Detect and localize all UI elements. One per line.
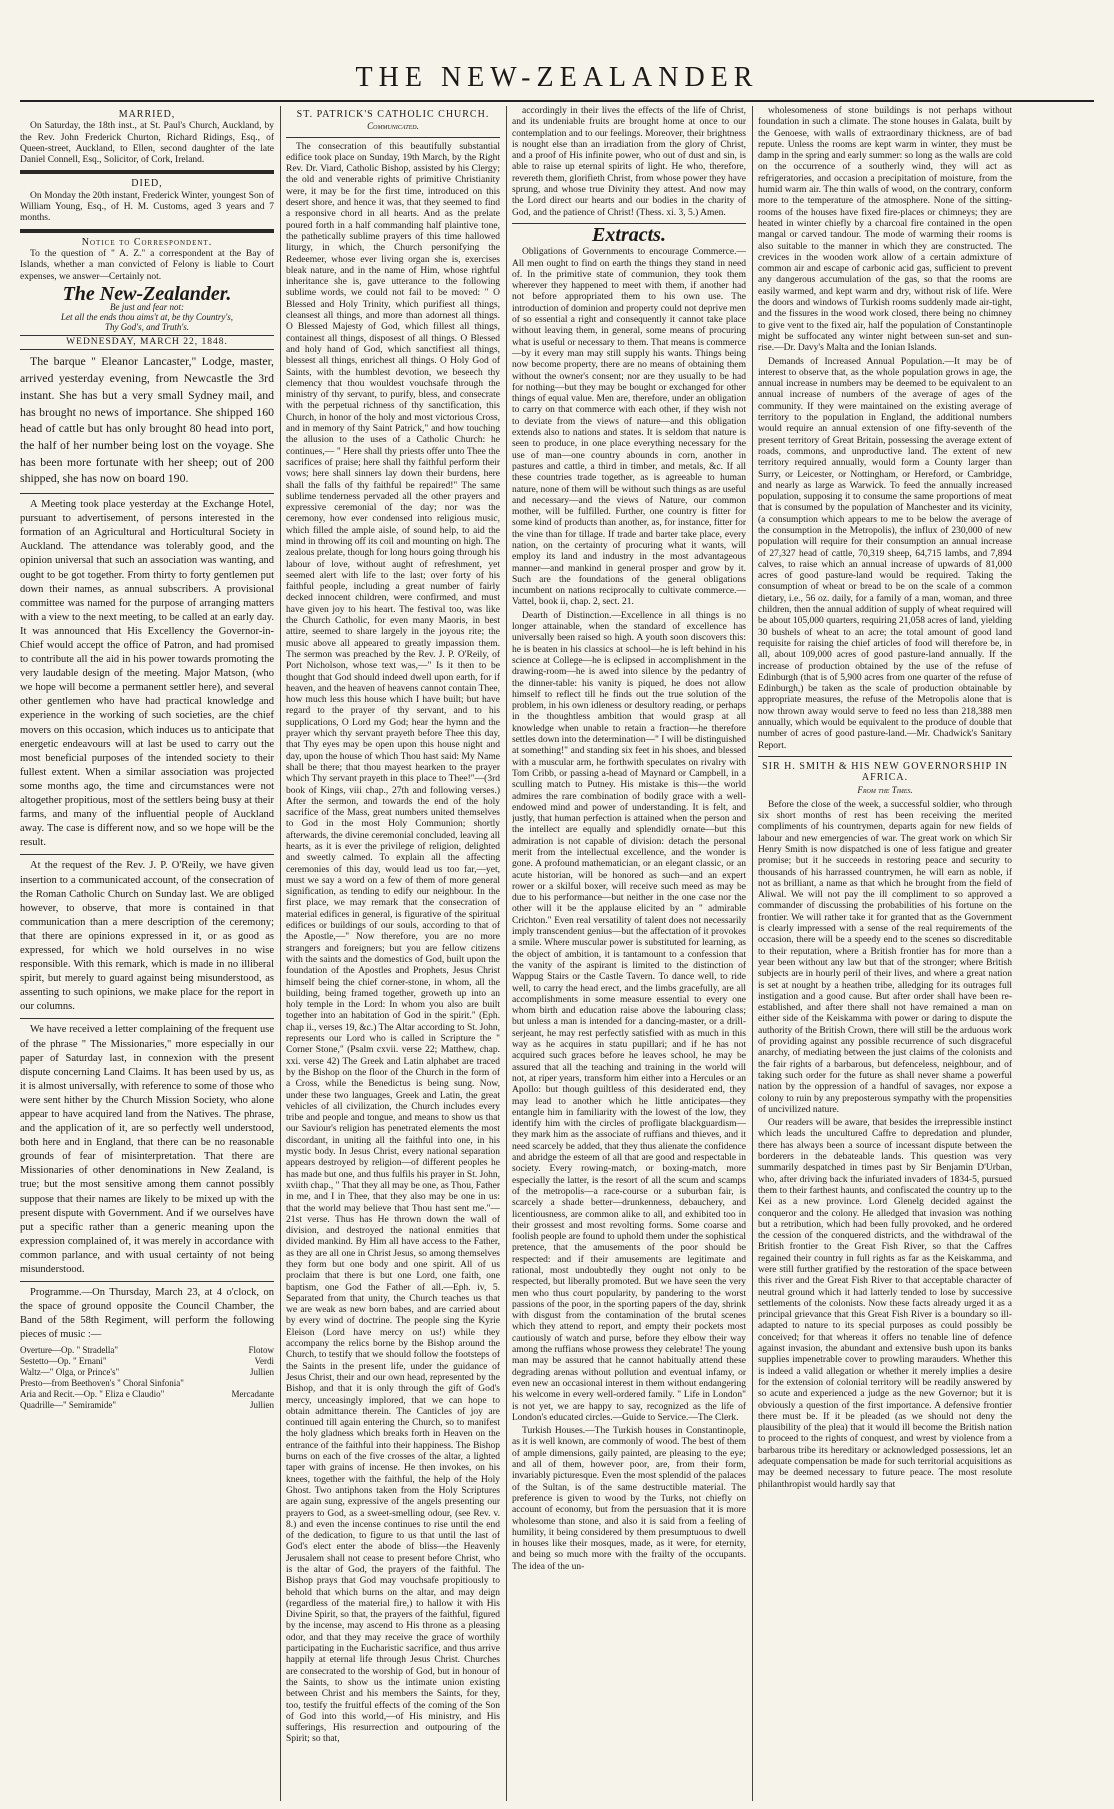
column-1 xyxy=(20,106,274,1801)
divider-rule xyxy=(20,854,274,855)
smith-heading: SIR H. SMITH & HIS NEW GOVERNORSHIP IN AFRICA. xyxy=(762,760,1008,784)
article-missionaries: We have received a letter complaining of the frequent use of the phrase " The Missionaries," more especially in our paper of Saturday last, in connexion with the present dispute concerning Land Claims. It has been used by us, as it is almost universally, with reference to some of those who were sent hither by the Church Mission Society, who alone appear to have acquired land from the Natives. The phrase, and the application of it, are so perfectly well understood, both here and in England, that there can be no reasonable grounds of fear of misinterpretation. That there are Missionaries of other denominations in New Zealand, is true; but the most sensitive among them cannot possibly suppose that their names are likely to be mixed up with the present dispute with Government. And if we ourselves have put a specific rather than a generic meaning upon the expression complained of, it was merely in accordance with common parlance, and with usual certainty of not being misunderstood. xyxy=(20,1024,274,1276)
programme-list xyxy=(20,1345,274,1411)
article-oreily: At the request of the Rev. J. P. O'Reily, we have given insertion to a communicated account, of the consecration of the Roman Catholic Church on Sunday last. We are obliged however, to observe, that more is contained in that communication than a mere description of the ceremony; that there are opinions expressed in it, or as good as expressed, for which we hold ourselves in no wise responsible. With this remark, which is made in no illiberal spirit, but merely to guard against being misunderstood, as assenting to such opinions, we make place for the report in our columns. xyxy=(20,860,274,1013)
divider-bar xyxy=(20,229,274,233)
article-programme: Programme.—On Thursday, March 23, at 4 o'clock, on the space of ground opposite the Council Chamber, the Band of the 58th Regiment, will perform the following pieces of music :— xyxy=(20,1287,274,1341)
church-subheading: Communicated. xyxy=(367,121,419,132)
divider-rule xyxy=(20,1018,274,1019)
masthead: THE NEW-ZEALANDER xyxy=(355,62,759,93)
divider-rule xyxy=(20,1281,274,1282)
married-notice: On Saturday, the 18th inst., at St. Paul's Church, Auckland, by the Rev. John Frederick Churton, Richard Ridings, Esq., of Queen-street, Auckland, to Ellen, second daughter of the late Daniel Connell, Esq., Solicitor, of Cork, Ireland. xyxy=(20,121,274,166)
article-smith-2: Our readers will be aware, that besides the irrepressible instinct which leads the uncultured Caffre to depredation and plunder, there has always been a source of incessant dispute between the borderers in the debateable lands. This question was very summarily despatched in times past by Sir Benjamin D'Urban, who, after driving back the infuriated invaders of 1834-5, pursued them to their farthest haunts, and confiscated the country up to the Kei as a new province. Lord Glenelg decided against the conqueror and the colony. He alledged that invasion was nothing but a retribution, which had been fully provoked, and he ordered the cession of the conquered districts, and the withdrawal of the British frontier to the Great Fish River, so that the Caffres regained their country in full rights as far as the Keiskamma, and were still further gratified by the restoration of the space between this river and the Great Fish River to that acceptable character of neutral ground which it had latterly tended to lose by successive settlements of the colonists. Now these facts already urged it as a principal grievance that this Great Fish River is a boundary so ill-adapted to nature to its special purposes as could possibly be conceived; for that whereas it offers no tenable line of defence against invasion, the abundant and extensive bush upon its banks supplies impenetrable cover to prowling marauders. Whether this is indeed a valid allegation or whether it merely implies a desire for the extension of colonial territory will be readily answered by so acute and experienced a judge as the new Governor; but it is obviously a question of the first importance. A defensive frontier there must be. If it be pleaded (as we should not deny the plausibility of the plea) that it would ill become the British nation to proceed to the rights of conquest, and wrest by violence from a barbarous tribe its hereditary or acknowledged possessions, let an adequate compensation be made for such territorial acquisitions as may be deemed necessary to future peace. The most resolute philanthropist would hardly say that xyxy=(758,1118,1012,1490)
notice-text: To the question of " A. Z." a correspondent at the Bay of Islands, whether a man convicted of Felony is liable to Court expenses, we answer—Certainly not. xyxy=(20,248,274,282)
married-heading: MARRIED, xyxy=(118,109,176,120)
divider-rule xyxy=(758,756,1012,757)
died-notice: On Monday the 20th instant, Frederick Winter, youngest Son of William Young, Esq., of H. M. Customs, aged 3 years and 7 months. xyxy=(20,190,274,224)
column-divider xyxy=(280,106,281,1801)
programme-item: Presto—from Beethoven's " Choral Sinfonia" xyxy=(20,1377,184,1388)
church-heading: ST. PATRICK'S CATHOLIC CHURCH. xyxy=(296,109,490,120)
column-4 xyxy=(758,106,1012,1801)
notice-heading: Notice to Correspondent. xyxy=(81,236,213,248)
paper-title: The New-Zealander. xyxy=(62,282,232,305)
column-2 xyxy=(286,106,500,1801)
programme-item: Waltz—" Olga, or Prince's" Jullien xyxy=(20,1366,274,1377)
article-population: Demands of Increased Annual Population.—It may be of interest to observe that, as the whole population grows in age, the annual increase in numbers may be deemed to be equivalent to an annual increase of numbers of the average of ages of the community. If they were maintained on the existing average of territory to the population in England, the additional numbers would require an annual extension of one fifty-seventh of the present territory of Great Britain, possessing the average extent of roads, commons, and unproductive land. The extent of new territory required annually, would form a County larger than Surry, or Leicester, or Nottingham, or Hereford, or Cambridge, and nearly as large as Warwick. To feed the annually increased population, supposing it to consume the same proportions of meat that is consumed by the population of Manchester and its vicinity, (a consumption which appears to me to be below the average of the consumption in the Metropolis), the influx of 230,000 of new population will require for their consumption an annual increase of 27,327 head of cattle, 70,319 sheep, 64,715 lambs, and 7,894 calves, to raise which an annual increase of upwards of 81,000 acres of good pasture-land would be required. Taking the consumption of wheat or bread to be on the scale of a common dietary, i.e., 56 oz. daily, for a family of a man, woman, and three children, then the annual addition of supply of wheat required will be about 105,000 quarters, requiring 21,058 acres of land, yielding 30 bushels of wheat to an acre; the total amount of good land requisite for raising the chief articles of food will therefore be, in all, about 109,000 acres of good pasture-land annually. If the increase of production obtained by the use of the refuse of Edinburgh (that is of 5,900 acres from one quarter of the refuse of Edinburgh,) be taken as the scale of production obtainable by appropriate measures, the refuse of the Metropolis alone that is now thrown away would serve to feed no less than 218,388 men annually, which would be equivalent to the produce of double that number of acres of good pasture-land.—Mr. Chadwick's Sanitary Report. xyxy=(758,356,1012,751)
divider-bar xyxy=(20,170,274,174)
died-heading: DIED, xyxy=(131,178,163,190)
motto-line: Let all the ends thou aims't at, be thy Country's, xyxy=(60,312,234,323)
article-barque: The barque " Eleanor Lancaster," Lodge, master, arrived yesterday evening, from Newcastle the 3rd instant. She has but a very small Sydney mail, and has brought no news of importance. She shipped 160 head of cattle but has only brought 80 head into port, the half of her number being lost on the voyage. She has been more fortunate with her sheep; out of 200 shipped, she has now on board 190. xyxy=(20,354,274,486)
programme-item: Overture—Op. " Stradella" Flotow xyxy=(20,1344,274,1355)
dateline: WEDNESDAY, MARCH 22, 1848. xyxy=(20,335,274,350)
motto-line: Be just and fear not: xyxy=(110,302,184,313)
programme-item: Sestetto—Op. " Ernani" Verdi xyxy=(20,1355,274,1366)
column-divider xyxy=(506,106,507,1801)
article-church-continued: accordingly in their lives the effects of the life of Christ, and its undeniable fruits are brought home at once to our contemplation and to our feelings. Moreover, their brightness is nought else than an irradiation from the glory of Christ, and a proof of His infinite power, who out of dust and sin, is able to raise up eternal spirits of light. He who, therefore, revereth them, glorifieth Christ, from whose power they have sprung, and whose true Divinity they attest. And now may the Lord direct our hearts and our bodies in the charity of God, and the patience of Christ! (Thess. xi. 3, 5.) Amen. xyxy=(512,106,746,218)
masthead-rule xyxy=(20,100,1094,102)
smith-source: From the Times. xyxy=(857,784,913,795)
column-3 xyxy=(512,106,746,1801)
column-divider xyxy=(752,106,753,1801)
divider-rule xyxy=(20,493,274,494)
motto-line: Thy God's, and Truth's. xyxy=(104,322,190,333)
article-church: The consecration of this beautifully substantial edifice took place on Sunday, 19th March, by the Right Rev. Dr. Viard, Catholic Bishop, assisted by his Clergy; the old and venerable rights of primitive Christianity were, it may be for the first time, introduced on this desert shore, and hence it was, that they seemed to find a responsive chord in all hearts. And as the prelate poured forth in a half commanding half plaintive tone, the pathetically sublime prayers of this time hallowed liturgy, in which, the Church personifying the Redeemer, whose ever living organ she is, exercises bleak nature, and in the name of Him, whose rightful inheritance she is, gave utterance to the following sublime words, we could not fail to be moved: " O Blessed and Holy Trinity, which purifiest all things, cleansest all things, and more than adornest all things. O Blessed Majesty of God, which fillest all things, containest all things, disposest of all things. O Blessed and holy hand of God, which sanctifiest all things, blessest all things, enrichest all things. O Holy God of Saints, with the humblest devotion, we beseech thy clemency that thou wouldest vouchsafe through the ministry of thy servant, to purify, bless, and consecrate with the perpetual richness of thy sanctification, this Church, in honor of the holy and most victorious Cross, and in memory of thy Saint Patrick," and how touching the allusion to the uses of a Catholic Church: he continues,— " Here shall thy priests offer unto Thee the sacrifices of praise; here shall thy faithful perform their vows; here shall sinners lay down their burdens, here shall the falls of thy faithful be repaired!" The same sublime tenderness pervaded all the other prayers and expressive ceremonial of the day; nor was the ceremony, how ever condensed into religious music, which filled the ample aisle, of sound help, to aid the mind in throwing off its coil and mounting on high. The zealous prelate, though for long hours going through his labour of love, without aught of refreshment, yet seemed alert with life to the last; over forty of his faithful people, including a great number of fairly decked innocent children, were confirmed, and must have given joy to his heart. The festival too, was like the Church Catholic, for even many Maoris, in best attire, seemed to share largely in the joyous rite; the music above all appeared to greatly impassion them. The sermon was preached by the Rev. J. P. O'Reily, of Port Nicholson, whose text was,—" Is it then to be thought that God should indeed dwell upon earth, for if heaven, and the heaven of heavens cannot contain Thee, how much less this house which I have built; but have regard to the prayer of thy servant, and to his supplications, O Lord my God; hear the hymn and the prayer which thy servant prayeth before Thee this day, that Thy eyes may be open upon this house night and day, upon the house of which Thou hast said: My Name shall be there; that thou mayest hearken to the prayer which Thy servant prayeth in this place to Thee!"—(3rd book of Kings, viii chap., 27th and following verses.) After the sermon, and towards the end of the holy sacrifice of the Mass, great numbers united themselves to God in the most Holy Communion; shortly afterwards, the divine ceremonial concluded, leaving all hearts, as it is ever the privilege of religion, delighted and sweetly calmed. To explain all the affecting ceremonies of this day, would lead us too far,—yet, must we say a word on a few of them of more general signification, as tending to edify our neighbour. In the first place, we may remark that the consecration of material edifices in general, is figurative of the spiritual edifices or buildings of our souls, according to that of the Apostle,—" Now therefore, you are no more strangers and foreigners; but you are fellow citizens with the saints and the domestics of God, built upon the foundation of the Apostles and Prophets, Jesus Christ himself being the chief corner-stone, in whom, all the building, being framed together, groweth up into an holy temple in the Lord: In whom you also are built together into an habitation of God in the spirit." (Eph. chap ii., verses 19, &c.) The Altar according to St. John, represents our Lord who is called in Scripture the " Corner Stone," (Psalm cxvii. verse 22; Matthew, chap. xxi. verse 42) The Greek and Latin alphabet are traced by the Bishop on the floor of the Church in the form of a Cross, while the Benedictus is being sung. Now, under these two languages, Greek and Latin, the great vehicles of all civilization, the Church includes every tribe and people and tongue, and means to show us that our Saviour's religion has penetrated elements the most discordant, in uniting all the faithful into one, in his mystic body. In Jesus Christ, every national separation appears destroyed by religion—of different peoples he has made but one, and thus fulfils his prayer in St. John, xviith chap., " That they all may be one, as Thou, Father in me, and I in Thee, that they also may be one in us: that the world may believe that Thou hast sent me."—21st verse. Thus has He thrown down the wall of division, and destroyed the national enmities that divided mankind. By Him all have access to the Father, as they are all one in Christ Jesus, so among themselves they form but one body and one spirit. All of us proclaim that there is but one Lord, one faith, one baptism, one God the Father of all.—Eph. iv, 5. Separated from that unity, the Church teaches us that we are weak as new born babes, and are carried about by every wind of doctrine. The people sing the Kyrie Eleison (Lord have mercy on us!) while they accompany the relics borne by the Bishop around the Church, to testify that we should follow the footsteps of the Saints in the present life, under the guidance of Jesus Christ, their and our own head, represented by the Bishop, and that it is only through the gift of God's mercy, unceasingly implored, that we can hope to obtain admittance therein. The Canticles of joy are continued till again entering the Church, so to manifest the holy gladness which breaks forth in Heaven on the entrance of the faithful into their happiness. The Bishop burns on each of the five crosses of the altar, a lighted taper with grains of incense. He then invokes, on his knees, together with the faithful, the help of the Holy Ghost. Two antiphons taken from the Holy Scriptures are again sung, expressive of the angels presenting our prayers to God, as a sweet-smelling odour, (see Rev. v. 8.) and even the incense continues to rise until the end of the dedication, to figure to us that until the last of God's elect enter the abode of bliss—the Heavenly Jerusalem shall not cease to present before Christ, who is the altar of God, the prayers of the faithful. The Bishop prays that God may vouchsafe propitiously to behold that which burns on the altar, and may deign (regardless of the material fire,) to hallow it with His Divine Spirit, so that, the prayers of the faithful, figured by the incense, may ascend to His throne as a pleasing odor, and that they may receive the grace of worthily participating in the Eucharistic sacrifice, and thus arrive happily at eternal life through Jesus Christ. Churches are consecrated to the worship of God, but in honour of the Saints, to show us the intimate union existing between Christ and his members the Saints, for they, too, testify the fruitful effects of the coming of the Son of God into this world,—of His ministry, and His sufferings, His resurrection and outpouring of the Spirit; so that, xyxy=(286,141,500,1745)
article-turkish-houses: Turkish Houses.—The Turkish houses in Constantinople, as it is well known, are commonly of wood. The best of them of ample dimensions, gaily painted, are pleasing to the eye; and all of them, however poor, are, from their form, invariably picturesque. Even the most splendid of the palaces of the Sultan, is of the same destructible material. The preference is given to wood by the Turks, not chiefly on account of economy, but from the persuasion that it is more wholesome than stone, and also it is said from a feeling of humility, it being considered by them presumptuous to dwell in houses like their mosques, made, as it were, for eternity, and being so much more with the frailty of the occupants. The idea of the un- xyxy=(512,1426,746,1572)
divider-rule xyxy=(286,137,500,138)
article-obligations: Obligations of Governments to encourage Commerce.—All men ought to find on earth the things they stand in need of. In the primitive state of communion, they took them wherever they happened to meet with them, if another had not before appropriated them to his own use. The introduction of dominion and property could not deprive men of so essential a right and consequently it cannot take place without leaving them, in general, some means of procuring what is useful or necessary to them. That means is commerce—by it every man may still supply his wants. Things being now become property, there are no means of obtaining them without the owner's consent; nor are they usually to be had for nothing—but they may be bought or exchanged for other things of equal value. Men are, therefore, under an obligation to carry on that commerce with each other, if they wish not to deviate from the views of nature—and this obligation extends also to nations and states. It is seldom that nature is seen to produce, in one place everything necessary for the use of man—one country abounds in corn, another in pastures and cattle, a third in timber, and metals, &c. If all these countries trade together, as is agreeable to human nature, none of them will be without such things as are useful and necessary—and the views of Nature, our common mother, will be fulfilled. Further, one country is fitter for some kind of products than another, as, for instance, fitter for the vine than for tillage. If trade and barter take place, every nation, on the certainty of procuring what it wants, will employ its land and industry in the most advantageous manner—and mankind in general prosper and grow by it. Such are the foundations of the general obligations incumbent on nations reciprocally to cultivate commerce.—Vattel, book ii, chap. 2, sect. 21. xyxy=(512,247,746,608)
article-smith-1: Before the close of the week, a successful soldier, who through six short months of rest has been receiving the merited compliments of his countrymen, departs again for new fields of labour and new emergencies of war. The great work on which Sir Henry Smith is now dispatched is one of less fatigue and greater promise; but it he succeeds in restoring peace and security to thousands of his harrassed countrymen, he will earn as noble, if not as brilliant, a name as that which he brought from the field of Aliwal. We will not pay the ill compliment to so approved a commander of discussing the probabilities of his fortune on the frontier. We will rather take it for granted that as the Government is clearly impressed with a sense of the real requirements of the occasion, there will be a speedy end to the scenes so discreditable to their reputation, where a British frontier has for more than a year been without any law but that of the stronger; where British subjects are in hourly peril of their lives, and where a great nation is set at nought by a heathen tribe, alledging for its outrages full instigation and a good cause. But after order shall have been re-established, and after there shall not have remained a man on either side of the Keiskamma with power or daring to dispute the authority of the British Crown, there will still be the arduous work of providing against any possible recurrence of such disgraceful anarchy, of mediating between the just claims of the colonists and the fair rights of a barbarous, but defenceless, neighbour, and of taking such order for the future as shall never shame a powerful nation by the oppression of a handful of savages, nor expose a colony to ruin by any preposterous sympathy with the propensities of uncivilized nature. xyxy=(758,799,1012,1115)
article-turkish-continued: wholesomeness of stone buildings is not perhaps without foundation in such a climate. The stone houses in Galata, built by the Genoese, with walls of extraordinary thickness, are of bad repute. Unless the rooms are kept warm in winter, they must be damp in the spring and early summer: so long as the walls are cold on the occurrence of a southerly wind, they will act as refrigeratories, and occasion a precipitation of moisture, from the humid warm air. The thin walls of wood, on the contrary, conform more to the temperature of the atmosphere. None of the sitting-rooms of the houses have fixed fire-places or chimneys; they are heated in winter chiefly by a charcoal fire contained in the open mangal or carved tandour. The mode of warming their rooms is also suitable to the manner in which they are constructed. The crevices in the wooden work allow of a certain admixture of common air and escape of carbonic acid gas, sufficient to prevent any dangerous accumulation of the gas, so that the rooms are easily warmed, and kept warm and dry, without risk of life. Were the doors and windows of Turkish rooms suddenly made air-tight, and the fissures in the wood work closed, there being no chimney to give vent to the fixed air, half the population of Constantinople might be suffocated any winter night between sun-set and sun-rise.—Dr. Davy's Malta and the Ionian Islands. xyxy=(758,106,1012,354)
article-meeting: A Meeting took place yesterday at the Exchange Hotel, pursuant to advertisement, of persons interested in the formation of an Agricultural and Horticultural Society in Auckland. The attendance was tolerably good, and the opinion universal that such an association was wanting, and ought to be got together. From thirty to forty gentlemen put down their names, as annual subscribers. A provisional committee was named for the purpose of arranging matters with a view to the next meeting, to be called at an early day. It was announced that His Excellency the Governor-in-Chief would accept the office of Patron, and had promised to contribute all the aid in his power towards promoting the very laudable design of the meeting. Major Matson, (who we hope will become a permanent settler here), and several other gentlemen who have had practical knowledge and experience in the working of such societies, are the chief movers on this occasion, which induces us to anticipate that energetic endeavours will at last be used to carry out the most beneficial purposes of the intended society to their fullest extent. When a similar association was projected some months ago, the time and circumstances were not altogether propitious, most of the settlers being busy at their farms, and many of the influential people of Auckland away. The case is different now, and so we hope will be the result. xyxy=(20,499,274,849)
article-dearth: Dearth of Distinction.—Excellence in all things is no longer attainable, when the standard of excellence has universally been raised so high. A youth soon discovers this: he is beaten in his classics at school—he is left behind in his science at College—he is eclipsed in accomplishment in the drawing-room—he is awed into silence by the pedantry of the dinner-table: his vanity is piqued, he does not allow himself to reflect till he finds out the true solution of the problem, in his own idleness or desultory reading, or perhaps in the thoughtless ambition that would grasp at all knowledge when unable to retain a fraction—he therefore settles down into the determination—" I will be distinguished at something!" and standing six feet in his shoes, and blessed with a muscular arm, he forthwith speculates on rivalry with Tom Cribb, or passing a-head of Maynard or Campbell, in a sculling match to Putney. His mistake is this—the world admires the rare combination of bodily grace with a well-endowed mind and power of understanding. It is felt, and justly, that human perfection is attained when the person and the intellect are equally and splendidly ornate—but this admiration is not capable of division: detach the personal merit from the intellectual excellence, and the wonder is gone. A profound mathematician, or an elegant classic, or an acute historian, will be honored as such—and an expert rower or a skilful boxer, will receive such meed as may be due to his performance—but neither in the one case nor the other will it be the applause elicited by an " admirable Crichton." Even real versatility of talent does not necessarily imply transcendent genius—but the affectation of it provokes a smile. Where muscular power is substituted for learning, as the object of ambition, it is tantamount to a confession that the vanity of the aspirant is limited to the distinction of Wappug Stairs or the Castle Tavern. To dance well, to ride well, to carry the head erect, and the limbs gracefully, are all accomplishments in some measure essential to every one whom birth and education raise above the labouring class; but unless a man is intended for a dancing-master, or a drill-serjeant, he may rest perfectly satisfied with as much in this way as he acquires in statu pupillari; and if he has not acquired such graces before he leaves school, he may be assured that all the teaching and training in the world will not, at riper years, transform him either into a Hercules or an Apollo: but though guiltless of this desiderated end, they may lead to another which he little anticipates—they entangle him in familiarity with the lowest of the low, they identify him with the circles of profligate blackguardism—they mark him as the associate of ruffians and thieves, and it need scarcely be added, that they thus alienate the confidence and abridge the esteem of all that are good and respectable in society. Every rowing-match, or boxing-match, more especially the latter, is the resort of all the scum and scamps of the metropolis—a race-course or a suburban fair, is scarcely a shade better—drunkenness, debauchery, and licentiousness, are common alike to all, and exhibited too in their grossest and most revolting forms. Some coarse and foolish people are found to uphold them under the sophistical pretence, that the amusements of the poor should be respected: and if their amusements are legitimate and rational, most undoubtedly they ought not only to be respected, but liberally promoted. But we have seen the very men who thus court popularity, by pandering to the worst passions of the poor, in the sporting papers of the day, shrink with disgust from the contamination of the brutal scenes which they attend to report, and empty their pockets most cautiously of watch and purse, before they elbow their way among the ruffians whose prowess they celebrate! The young man may be assured that he cannot habitually attend these degrading arenas without pollution and eventual infamy, or even new an occasional interest in them without endangering his welcome in every well-ordered family. " Life in London" is not yet, we are happy to say, recognized as the life of London's educated circles.—Guide to Service.—The Clerk. xyxy=(512,610,746,1423)
programme-item: Aria and Recit.—Op. " Eliza e Claudio" Mercadante xyxy=(20,1388,274,1399)
extracts-title: Extracts. xyxy=(592,223,666,246)
programme-item: Quadrille—" Semiramide" Jullien xyxy=(20,1399,274,1410)
